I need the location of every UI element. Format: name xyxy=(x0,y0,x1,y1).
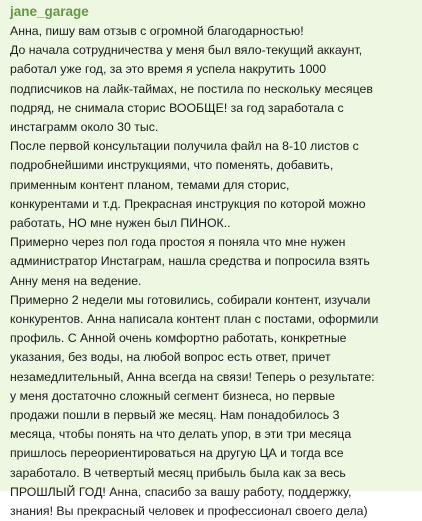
message-line: заработало. В четвертый месяц прибыль была как за весь xyxy=(10,465,346,480)
message-line: указания, без воды, на любой вопрос есть ответ, причет xyxy=(10,350,331,365)
message-line: месяца, чтобы понять на что делать упор, в эти три месяца xyxy=(10,427,352,442)
message-line: работать, НО мне нужен был ПИНОК.. xyxy=(10,216,231,231)
message-line: работал уже год, за это время я успела накрутить 1000 xyxy=(10,62,327,77)
message-line: пришлось переориентироваться на другую ЦА и тогда все xyxy=(10,446,344,461)
message-line: инстаграмм около 30 тыс. xyxy=(10,120,159,135)
message-line: Анну меня на ведение. xyxy=(10,273,142,288)
message-line: подробнейшими инструкциями, что поменять, добавить, xyxy=(10,158,334,173)
message-line: незамедлительный, Анна всегда на связи! Теперь о результате: xyxy=(10,369,375,384)
message-text xyxy=(10,22,416,521)
message-line: После первой консультации получила файл на 8-10 листов с xyxy=(10,139,359,154)
message-line: Примерно 2 недели мы готовились, собирали контент, изучали xyxy=(10,292,371,307)
message-line: администратор Инстаграм, нашла средства и попросила взять xyxy=(10,254,370,269)
message-line: профиль. С Анной очень комфортно работать, конкретные xyxy=(10,331,347,346)
message-line: конкурентами и т.д. Прекрасная инструкция по которой можно xyxy=(10,196,366,211)
message-line: ПРОШЛЫЙ ГОД! Анна, спасибо за вашу работу, поддержку, xyxy=(10,484,352,499)
message-line: у меня достаточно сложный сегмент бизнеса, но первые xyxy=(10,388,335,403)
message-line: подряд, не снимала сторис ВООБЩЕ! за год заработала с xyxy=(10,100,344,115)
sender-name[interactable]: jane_garage xyxy=(10,4,89,19)
message-line: Примерно через пол года простоя я поняла что мне нужен xyxy=(10,235,346,250)
message-line: продажи пошли в первый же месяц. Нам понадобилось 3 xyxy=(10,408,340,423)
message-line: До начала сотрудничества у меня был вяло-текущий аккаунт, xyxy=(10,43,363,58)
message-line: конкурентов. Анна написала контент план с постами, оформили xyxy=(10,312,379,327)
message-line: знания! Вы прекрасный человек и профессионал своего дела) xyxy=(10,504,368,519)
message-line: Анна, пишу вам отзыв с огромной благодарностью! xyxy=(10,24,304,38)
message-line: подписчиков на лайк-таймах, не постила по нескольку месяцев xyxy=(10,81,373,96)
message-line: применным контент планом, темами для сторис, xyxy=(10,177,290,192)
